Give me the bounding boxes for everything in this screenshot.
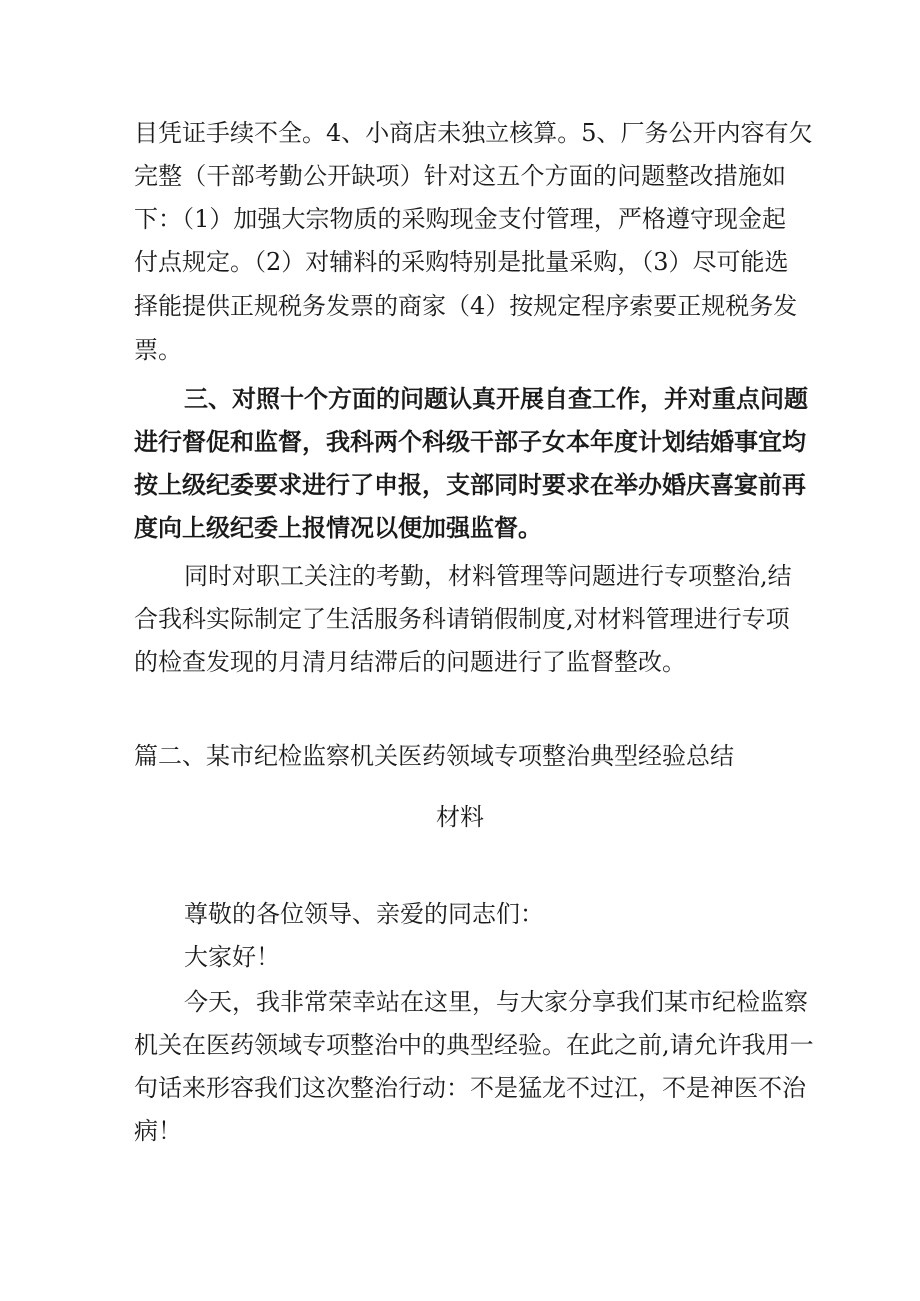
body-line: 合我科实际制定了生活服务科请销假制度,对材料管理进行专项 [134,605,790,633]
article-title-continued: 材料 [436,803,484,831]
section-three-line: 三、对照十个方面的问题认真开展自查工作，并对重点问题 [184,385,808,413]
section-three-line: 度向上级纪委上报情况以便加强监督。 [134,514,542,542]
body-line: 票。 [134,336,182,364]
body-line: 今天，我非常荣幸站在这里，与大家分享我们某市纪检监察 [184,988,808,1016]
body-line: 下：（1）加强大宗物质的采购现金支付管理，严格遵守现金起 [134,205,786,233]
body-line: 择能提供正规税务发票的商家（4）按规定程序索要正规税务发 [134,292,798,320]
body-line: 完整（干部考勤公开缺项）针对这五个方面的问题整改措施如 [134,162,786,190]
body-line: 病！ [134,1117,182,1145]
body-line: 机关在医药领域专项整治中的典型经验。在此之前,请允许我用一 [134,1031,814,1059]
article-title: 篇二、某市纪检监察机关医药领域专项整治典型经验总结 [134,742,734,770]
body-line: 的检查发现的月清月结滞后的问题进行了监督整改。 [134,648,686,676]
section-three-line: 按上级纪委要求进行了申报，支部同时要求在举办婚庆喜宴前再 [134,471,806,499]
body-line: 付点规定。（2）对辅料的采购特别是批量采购，（3）尽可能选 [134,248,789,276]
salutation: 尊敬的各位领导、亲爱的同志们： [184,900,544,928]
section-three-line: 进行督促和监督，我科两个科级干部子女本年度计划结婚事宜均 [134,428,806,456]
body-line: 目凭证手续不全。4、小商店未独立核算。5、厂务公开内容有欠 [134,119,813,147]
body-line: 同时对职工关注的考勤，材料管理等问题进行专项整治,结 [184,562,792,590]
greeting: 大家好！ [184,943,280,971]
body-line: 句话来形容我们这次整治行动：不是猛龙不过江，不是神医不治 [134,1074,806,1102]
